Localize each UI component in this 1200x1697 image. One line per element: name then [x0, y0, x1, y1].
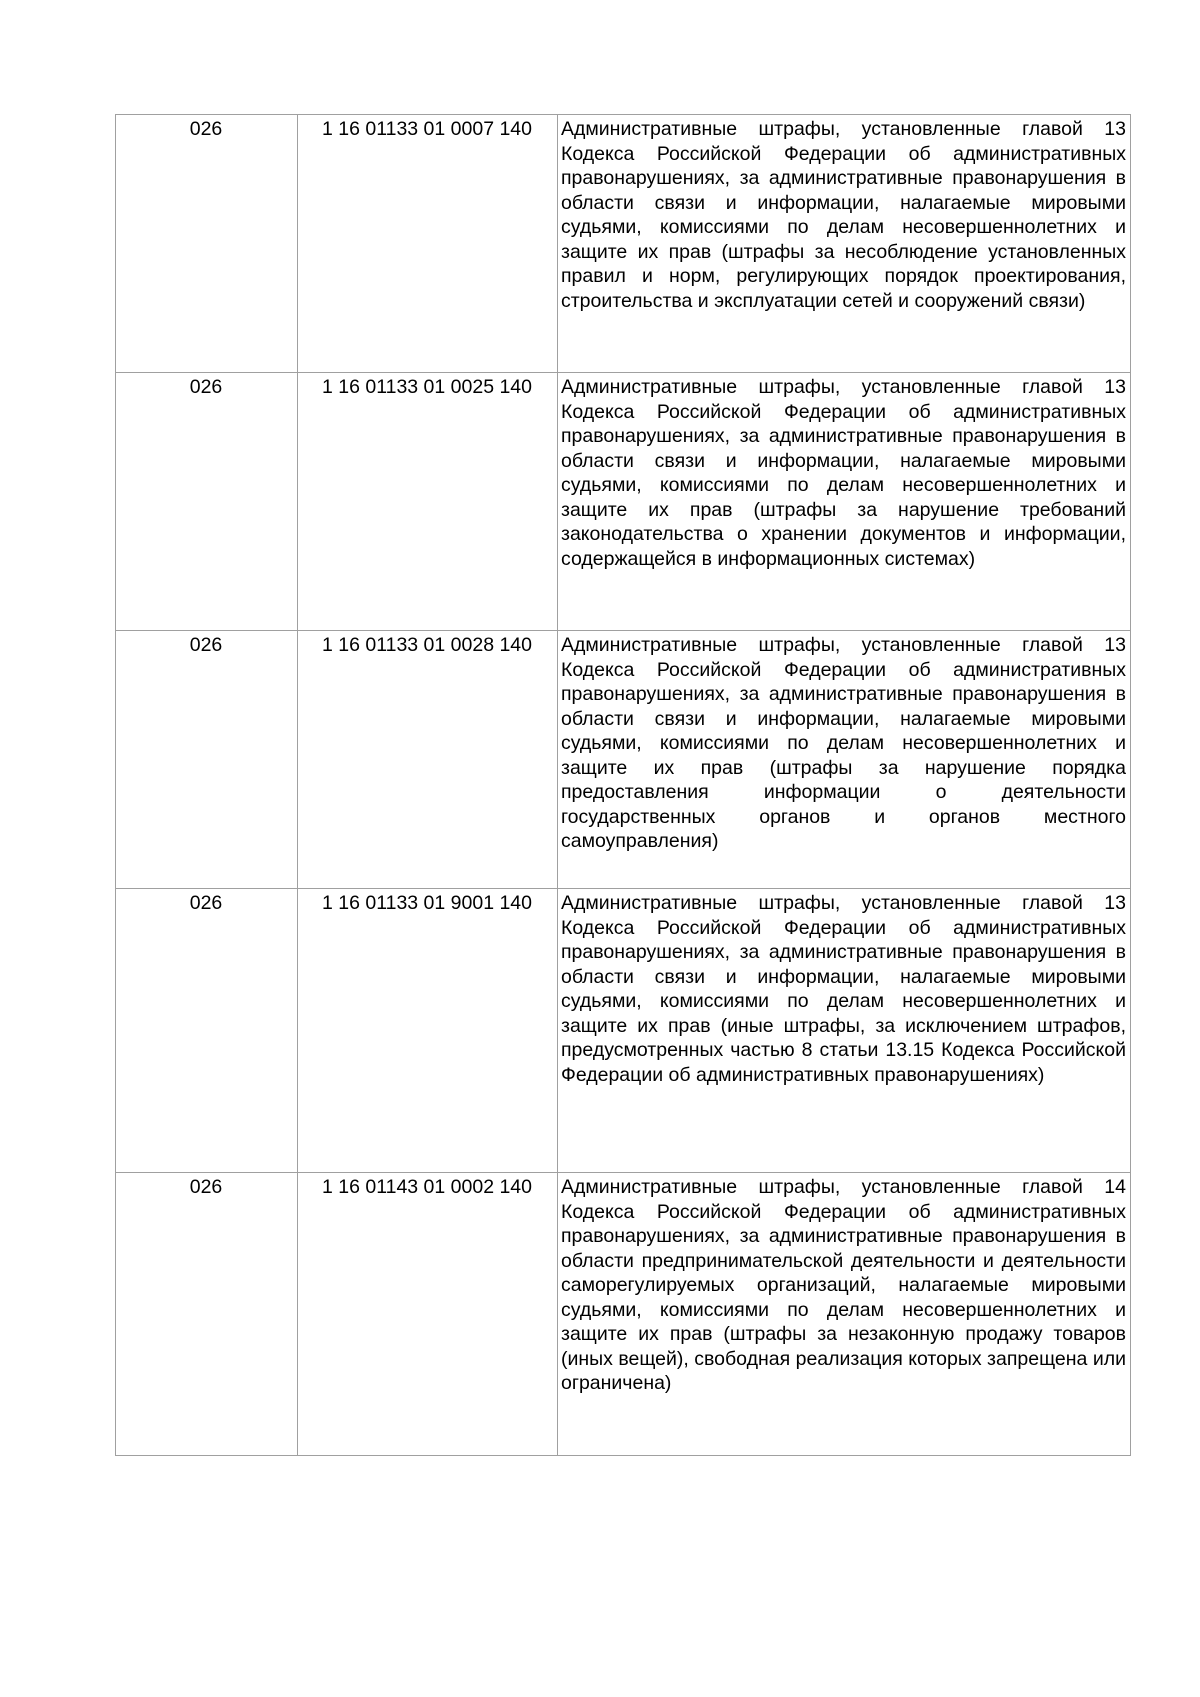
income-name-cell: Административные штрафы, установленные главой 13 Кодекса Российской Федерации об административных правонарушениях, за административные правонарушения в области связи и информации, налагаемые мировыми судьями, комиссиями по делам несовершеннолетних и защите их прав (штрафы за нарушение порядка предоставления информации о деятельности государственных органов и органов местного самоуправления) — [558, 631, 1131, 889]
table-row — [116, 1173, 1131, 1456]
table-row — [116, 115, 1131, 373]
income-name-cell: Административные штрафы, установленные главой 13 Кодекса Российской Федерации об административных правонарушениях, за административные правонарушения в области связи и информации, налагаемые мировыми судьями, комиссиями по делам несовершеннолетних и защите их прав (штрафы за нарушение требований законодательства о хранении документов и информации, содержащейся в информационных системах) — [558, 373, 1131, 631]
kbk-code-cell: 1 16 01133 01 0028 140 — [298, 631, 558, 889]
table-row — [116, 889, 1131, 1173]
kbk-code-cell: 1 16 01133 01 0007 140 — [298, 115, 558, 373]
admin-code-cell: 026 — [116, 1173, 298, 1456]
admin-code-cell: 026 — [116, 373, 298, 631]
income-name-cell: Административные штрафы, установленные главой 13 Кодекса Российской Федерации об административных правонарушениях, за административные правонарушения в области связи и информации, налагаемые мировыми судьями, комиссиями по делам несовершеннолетних и защите их прав (штрафы за несоблюдение установленных правил и норм, регулирующих порядок проектирования, строительства и эксплуатации сетей и сооружений связи) — [558, 115, 1131, 373]
table-row — [116, 373, 1131, 631]
kbk-code-cell: 1 16 01133 01 0025 140 — [298, 373, 558, 631]
admin-code-cell: 026 — [116, 115, 298, 373]
income-name-cell: Административные штрафы, установленные главой 14 Кодекса Российской Федерации об административных правонарушениях, за административные правонарушения в области предпринимательской деятельности и деятельности саморегулируемых организаций, налагаемые мировыми судьями, комиссиями по делам несовершеннолетних и защите их прав (штрафы за незаконную продажу товаров (иных вещей), свободная реализация которых запрещена или ограничена) — [558, 1173, 1131, 1456]
admin-code-cell: 026 — [116, 631, 298, 889]
kbk-code-cell: 1 16 01133 01 9001 140 — [298, 889, 558, 1173]
budget-codes-table — [115, 114, 1131, 1456]
kbk-code-cell: 1 16 01143 01 0002 140 — [298, 1173, 558, 1456]
table-row — [116, 631, 1131, 889]
income-name-cell: Административные штрафы, установленные главой 13 Кодекса Российской Федерации об административных правонарушениях, за административные правонарушения в области связи и информации, налагаемые мировыми судьями, комиссиями по делам несовершеннолетних и защите их прав (иные штрафы, за исключением штрафов, предусмотренных частью 8 статьи 13.15 Кодекса Российской Федерации об административных правонарушениях) — [558, 889, 1131, 1173]
admin-code-cell: 026 — [116, 889, 298, 1173]
